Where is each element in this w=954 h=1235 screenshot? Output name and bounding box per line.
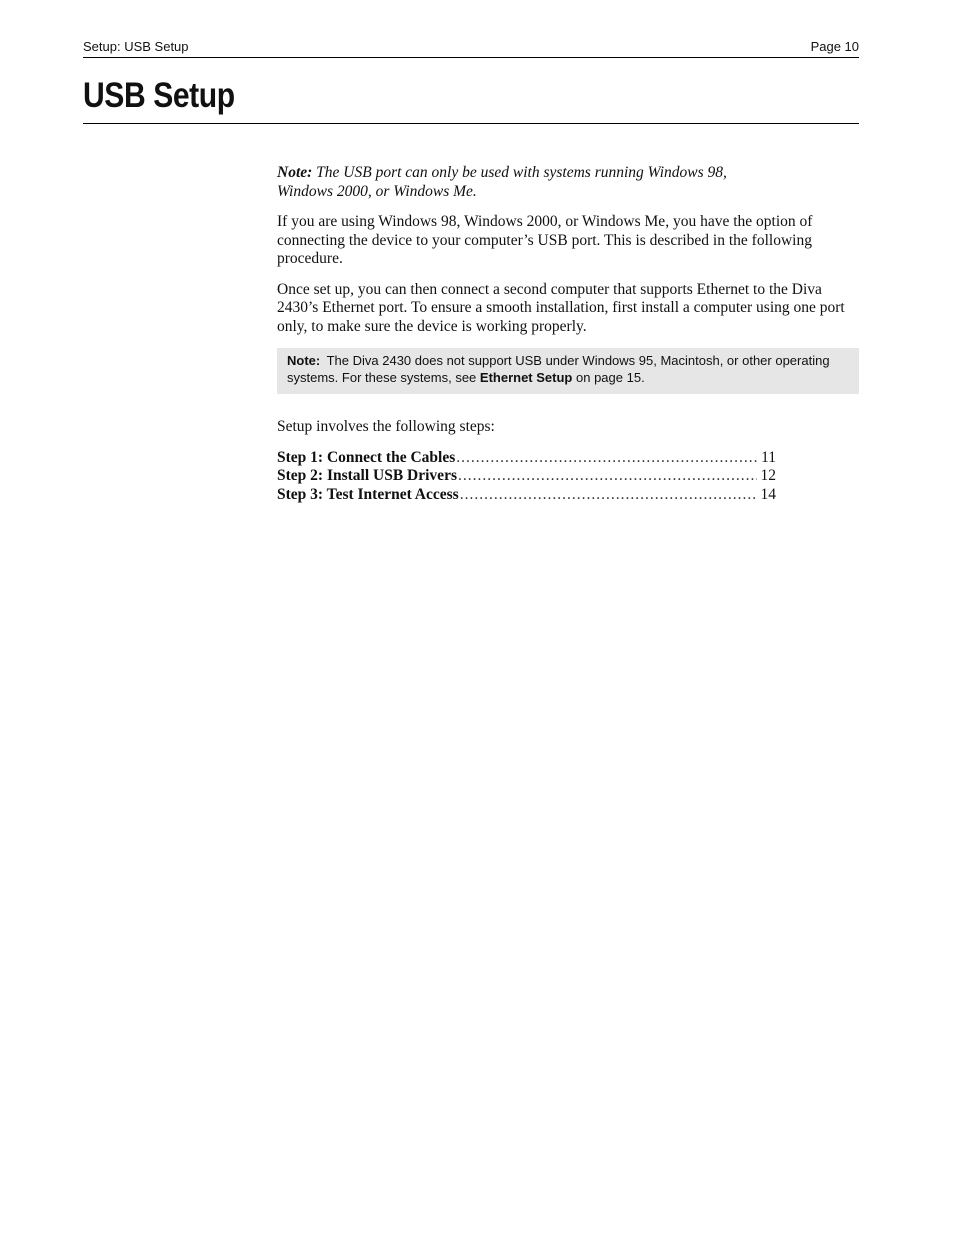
step-item[interactable]: [277, 486, 776, 505]
step-item[interactable]: [277, 467, 776, 486]
callout-text-after: on page 15.: [576, 369, 645, 385]
usb-compat-note: [277, 164, 777, 201]
step-page-number[interactable]: 11: [761, 448, 776, 466]
main-content: [277, 164, 859, 504]
callout-note: [277, 348, 859, 394]
steps-list: [277, 449, 776, 505]
page-title: [83, 74, 859, 124]
running-header: [83, 37, 859, 58]
callout-text-before: The Diva 2430 does not support USB under Windows 95, Macintosh, or other operating systems. For these systems, see: [287, 353, 830, 385]
paragraph-ethernet-second: Once set up, you can then connect a second computer that supports Ethernet to the Diva 2430’s Ethernet port. To ensure a smooth installation, first install a computer using one port only, to make sure the device is working properly.: [277, 280, 845, 335]
header-section-title: Setup: USB Setup: [83, 39, 189, 54]
dot-leader: [456, 449, 757, 468]
step-page-number[interactable]: 14: [760, 485, 776, 503]
dot-leader: [460, 486, 757, 505]
step-label[interactable]: Step 3: Test Internet Access: [277, 485, 459, 503]
note-text: The USB port can only be used with systems running Windows 98, Windows 2000, or Windows Me.: [277, 164, 727, 200]
dot-leader: [458, 467, 757, 486]
ethernet-setup-link[interactable]: Ethernet Setup: [479, 369, 573, 385]
step-page-number[interactable]: 12: [760, 467, 776, 484]
page-title-text: USB Setup: [83, 76, 235, 115]
paragraph-usb-option: If you are using Windows 98, Windows 2000, or Windows Me, you have the option of connecting the device to your computer’s USB port. This is described in the following procedure.: [277, 213, 813, 267]
step-label[interactable]: Step 2: Install USB Drivers: [277, 467, 457, 484]
callout-lead: Note:: [287, 353, 321, 368]
steps-intro: Setup involves the following steps:: [277, 418, 495, 435]
header-page-number: Page 10: [810, 39, 859, 54]
step-label[interactable]: Step 1: Connect the Cables: [277, 448, 456, 466]
note-lead: Note:: [277, 164, 313, 181]
step-item[interactable]: [277, 449, 776, 468]
